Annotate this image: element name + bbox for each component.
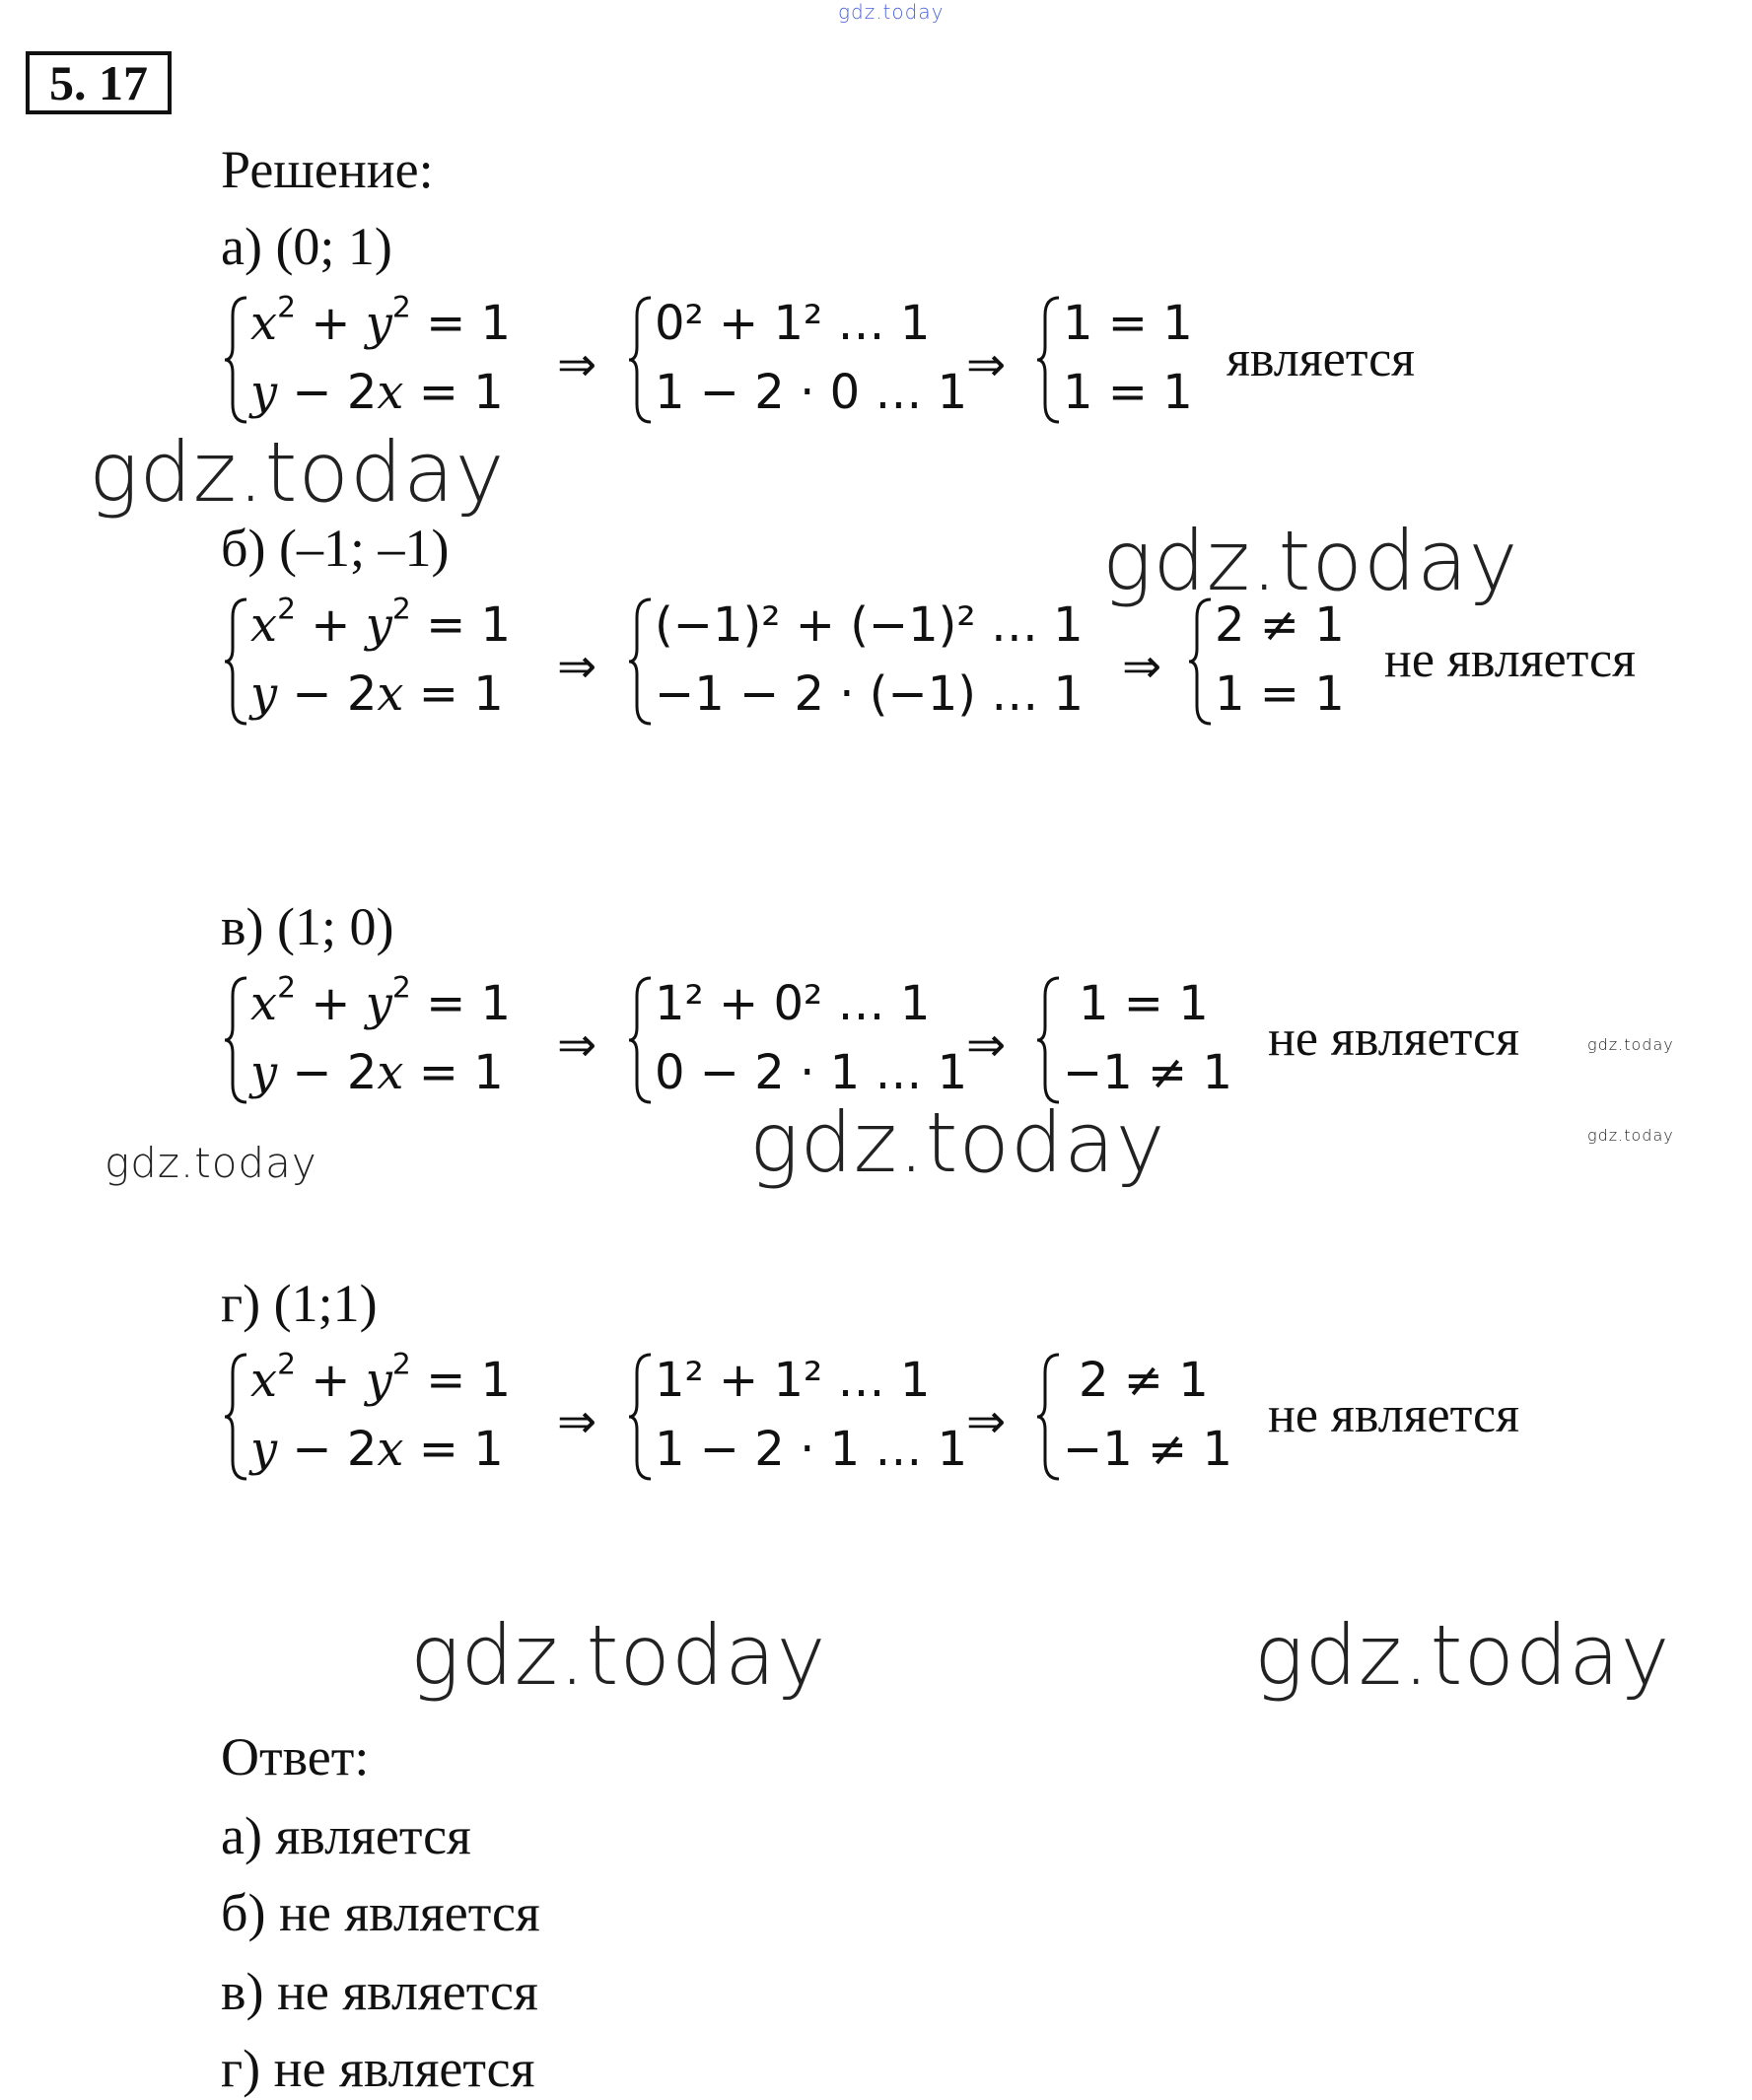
- sys-row: −1 − 2 · (−1) … 1: [655, 666, 1085, 722]
- brace-icon: [627, 588, 655, 735]
- sys-row: −1 ≠ 1: [1063, 1045, 1233, 1100]
- implies-arrow: ⇒: [966, 337, 1007, 392]
- sys-row: 2 ≠ 1: [1079, 1353, 1209, 1408]
- part-c-system-3: [1035, 966, 1252, 1114]
- watermark: gdz.today: [1587, 1126, 1674, 1145]
- watermark-top: gdz.today: [838, 0, 945, 24]
- brace-icon: [1187, 588, 1215, 735]
- part-b-system-2: [627, 588, 1120, 735]
- answer-a: а) является: [221, 1806, 471, 1865]
- brace-icon: [627, 286, 655, 434]
- part-d-system-3: [1035, 1343, 1252, 1491]
- answer-d: г) не является: [221, 2039, 535, 2098]
- part-a-system-1: $x^2 + y^2 = 1$ y − 2x = 1: [223, 286, 548, 434]
- part-c-system-2: [627, 966, 968, 1114]
- sys-row: 1 − 2 · 1 … 1: [655, 1422, 968, 1477]
- watermark: gdz.today: [89, 424, 506, 521]
- sys-row: (−1)² + (−1)² … 1: [655, 597, 1084, 653]
- part-a-verdict: является: [1226, 331, 1416, 387]
- watermark: gdz.today: [1254, 1607, 1671, 1704]
- implies-arrow: ⇒: [557, 1394, 597, 1449]
- answer-b: б) не является: [221, 1883, 540, 1942]
- part-b-system-3: [1187, 588, 1365, 735]
- sys-row: 1 = 1: [1063, 296, 1193, 351]
- brace-icon: [1035, 286, 1063, 434]
- answer-label: Ответ:: [221, 1727, 370, 1786]
- sys-row: 2 ≠ 1: [1215, 597, 1345, 653]
- sys-row: 1 − 2 · 0 … 1: [655, 365, 968, 420]
- implies-arrow: ⇒: [557, 1017, 597, 1073]
- brace-icon: [223, 588, 250, 735]
- part-d-point: г) (1;1): [221, 1274, 378, 1333]
- sys-row: 1 = 1: [1079, 976, 1209, 1031]
- watermark: gdz.today: [410, 1607, 827, 1704]
- part-c-point: в) (1; 0): [221, 897, 394, 956]
- watermark: gdz.today: [1587, 1035, 1674, 1054]
- part-a-system-2: [627, 286, 968, 434]
- part-d-system-1: $x^2 + y^2 = 1$ y − 2x = 1: [223, 1343, 548, 1491]
- implies-arrow: ⇒: [966, 1394, 1007, 1449]
- part-d-system-2: [627, 1343, 968, 1491]
- sys-row: 1² + 1² … 1: [655, 1353, 931, 1408]
- brace-icon: [223, 966, 250, 1114]
- implies-arrow: ⇒: [1122, 639, 1162, 694]
- part-c-verdict: не является: [1268, 1011, 1519, 1067]
- sys-row: −1 ≠ 1: [1063, 1422, 1233, 1477]
- sys-row: 0 − 2 · 1 … 1: [655, 1045, 968, 1100]
- brace-icon: [627, 966, 655, 1114]
- part-c-system-1: $x^2 + y^2 = 1$ y − 2x = 1: [223, 966, 548, 1114]
- brace-icon: [1035, 966, 1063, 1114]
- sys-row: 1 = 1: [1063, 365, 1193, 420]
- part-b-point: б) (–1; –1): [221, 519, 450, 578]
- watermark: gdz.today: [1102, 513, 1519, 609]
- sys-row: 1² + 0² … 1: [655, 976, 931, 1031]
- part-a-point: а) (0; 1): [221, 217, 392, 276]
- watermark: gdz.today: [105, 1139, 317, 1187]
- implies-arrow: ⇒: [966, 1017, 1007, 1073]
- brace-icon: [223, 286, 250, 434]
- part-a-system-3: [1035, 286, 1213, 434]
- brace-icon: [1035, 1343, 1063, 1491]
- brace-icon: [223, 1343, 250, 1491]
- part-b-verdict: не является: [1384, 632, 1636, 688]
- implies-arrow: ⇒: [557, 639, 597, 694]
- answer-c: в) не является: [221, 1962, 538, 2021]
- problem-number-box: 5. 17: [26, 51, 172, 114]
- solution-label: Решение:: [221, 140, 434, 199]
- sys-row: 1 = 1: [1215, 666, 1345, 722]
- sys-row: 0² + 1² … 1: [655, 296, 931, 351]
- watermark: gdz.today: [749, 1094, 1166, 1191]
- implies-arrow: ⇒: [557, 337, 597, 392]
- part-d-verdict: не является: [1268, 1387, 1519, 1443]
- part-b-system-1: $x^2 + y^2 = 1$ y − 2x = 1: [223, 588, 548, 735]
- brace-icon: [627, 1343, 655, 1491]
